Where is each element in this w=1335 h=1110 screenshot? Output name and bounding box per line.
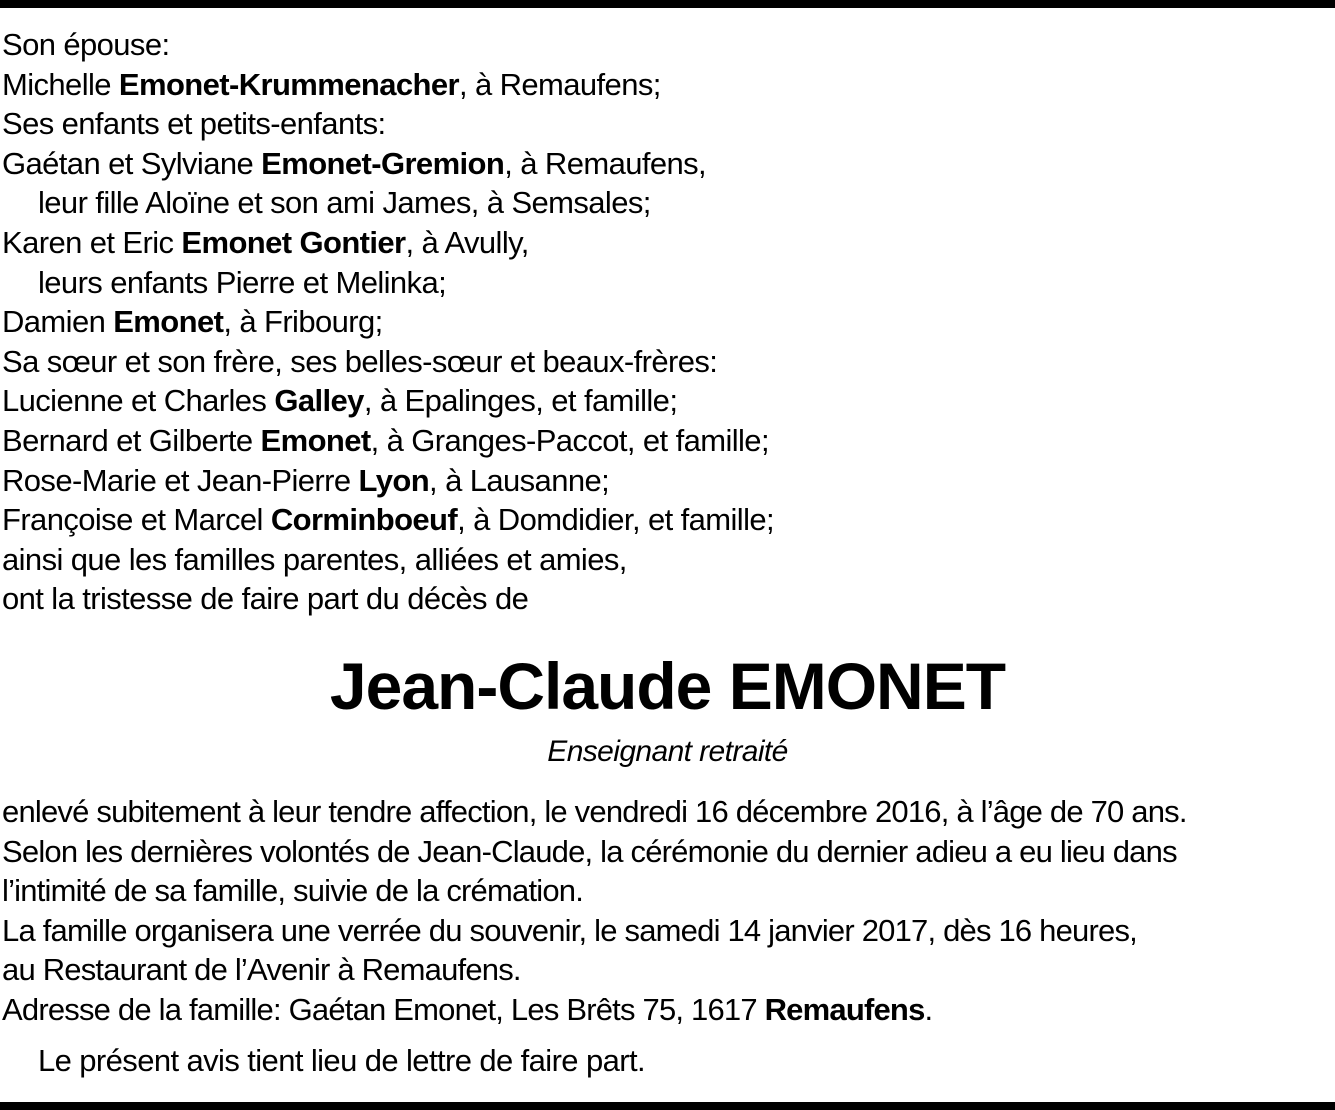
family-surname: Lyon	[358, 462, 430, 498]
family-text: Ses enfants et petits-enfants:	[2, 106, 386, 142]
body-line: l’intimité de sa famille, suivie de la crémation.	[2, 873, 584, 909]
family-line	[2, 342, 1335, 382]
family-address	[2, 990, 1335, 1030]
family-text: Bernard et Gilberte	[2, 422, 261, 458]
body-line: La famille organisera une verrée du souvenir, le samedi 14 janvier 2017, dès 16 heures,	[2, 912, 1137, 948]
family-surname: Emonet-Gremion	[261, 145, 505, 181]
family-surname: Emonet	[113, 304, 224, 340]
announcement-body	[2, 792, 1335, 990]
body-line: au Restaurant de l’Avenir à Remaufens.	[2, 952, 521, 988]
family-text: , à Lausanne;	[429, 462, 610, 498]
family-line	[2, 65, 1335, 105]
family-text: Damien	[2, 304, 114, 340]
family-text: Gaétan et Sylviane	[2, 145, 262, 181]
family-text: , à Avully,	[405, 224, 529, 260]
family-line	[2, 302, 1335, 342]
profession: Enseignant retraité	[547, 734, 788, 768]
family-text: ont la tristesse de faire part du décès de	[2, 581, 529, 617]
family-list	[2, 25, 1335, 619]
address-text: Adresse de la famille: Gaétan Emonet, Les Brêts 75, 1617	[2, 991, 765, 1027]
family-line	[2, 500, 1335, 540]
family-text: , à Epalinges, et famille;	[363, 383, 678, 419]
obituary-notice	[2, 25, 1335, 1081]
family-text: Karen et Eric	[2, 224, 182, 260]
family-surname: Emonet Gontier	[181, 224, 406, 260]
family-line	[2, 263, 1335, 303]
family-text: leur fille Aloïne et son ami James, à Semsales;	[38, 185, 651, 221]
top-rule	[0, 0, 1335, 8]
family-text: Son épouse:	[2, 27, 170, 62]
family-text: Lucienne et Charles	[2, 383, 275, 419]
family-text: leurs enfants Pierre et Melinka;	[38, 264, 447, 300]
family-text: , à Granges-Paccot, et famille;	[370, 422, 769, 458]
body-line: Selon les dernières volontés de Jean-Claude, la cérémonie du dernier adieu a eu lieu dans	[2, 833, 1177, 869]
family-text: , à Remaufens,	[504, 145, 707, 181]
family-surname: Galley	[274, 383, 364, 419]
bottom-rule	[0, 1102, 1335, 1110]
family-text: Sa sœur et son frère, ses belles-sœur et beaux-frères:	[2, 343, 718, 379]
family-text: ainsi que les familles parentes, alliées et amies,	[2, 541, 627, 577]
family-line	[2, 421, 1335, 461]
family-line	[2, 223, 1335, 263]
family-text: , à Fribourg;	[223, 304, 383, 340]
family-line	[2, 25, 1335, 65]
family-line	[2, 540, 1335, 580]
address-town: Remaufens	[764, 991, 925, 1027]
family-text: , à Remaufens;	[458, 66, 661, 102]
family-line	[2, 183, 1335, 223]
deceased-name: Jean-Claude EMONET	[329, 648, 1006, 723]
family-surname: Emonet	[260, 422, 371, 458]
address-end: .	[924, 991, 933, 1027]
family-line	[2, 104, 1335, 144]
family-surname: Corminboeuf	[270, 502, 458, 538]
body-line: enlevé subitement à leur tendre affection, le vendredi 16 décembre 2016, à l’âge de 70 ans.	[2, 793, 1187, 829]
family-line	[2, 144, 1335, 184]
family-line	[2, 579, 1335, 619]
family-text: Françoise et Marcel	[2, 502, 271, 538]
family-text: , à Domdidier, et famille;	[457, 502, 775, 538]
family-text: Rose-Marie et Jean-Pierre	[2, 462, 359, 498]
family-surname: Emonet-Krummenacher	[118, 66, 459, 102]
closing-note: Le présent avis tient lieu de lettre de faire part.	[38, 1043, 645, 1079]
family-line	[2, 381, 1335, 421]
family-line	[2, 461, 1335, 501]
family-text: Michelle	[2, 66, 119, 102]
